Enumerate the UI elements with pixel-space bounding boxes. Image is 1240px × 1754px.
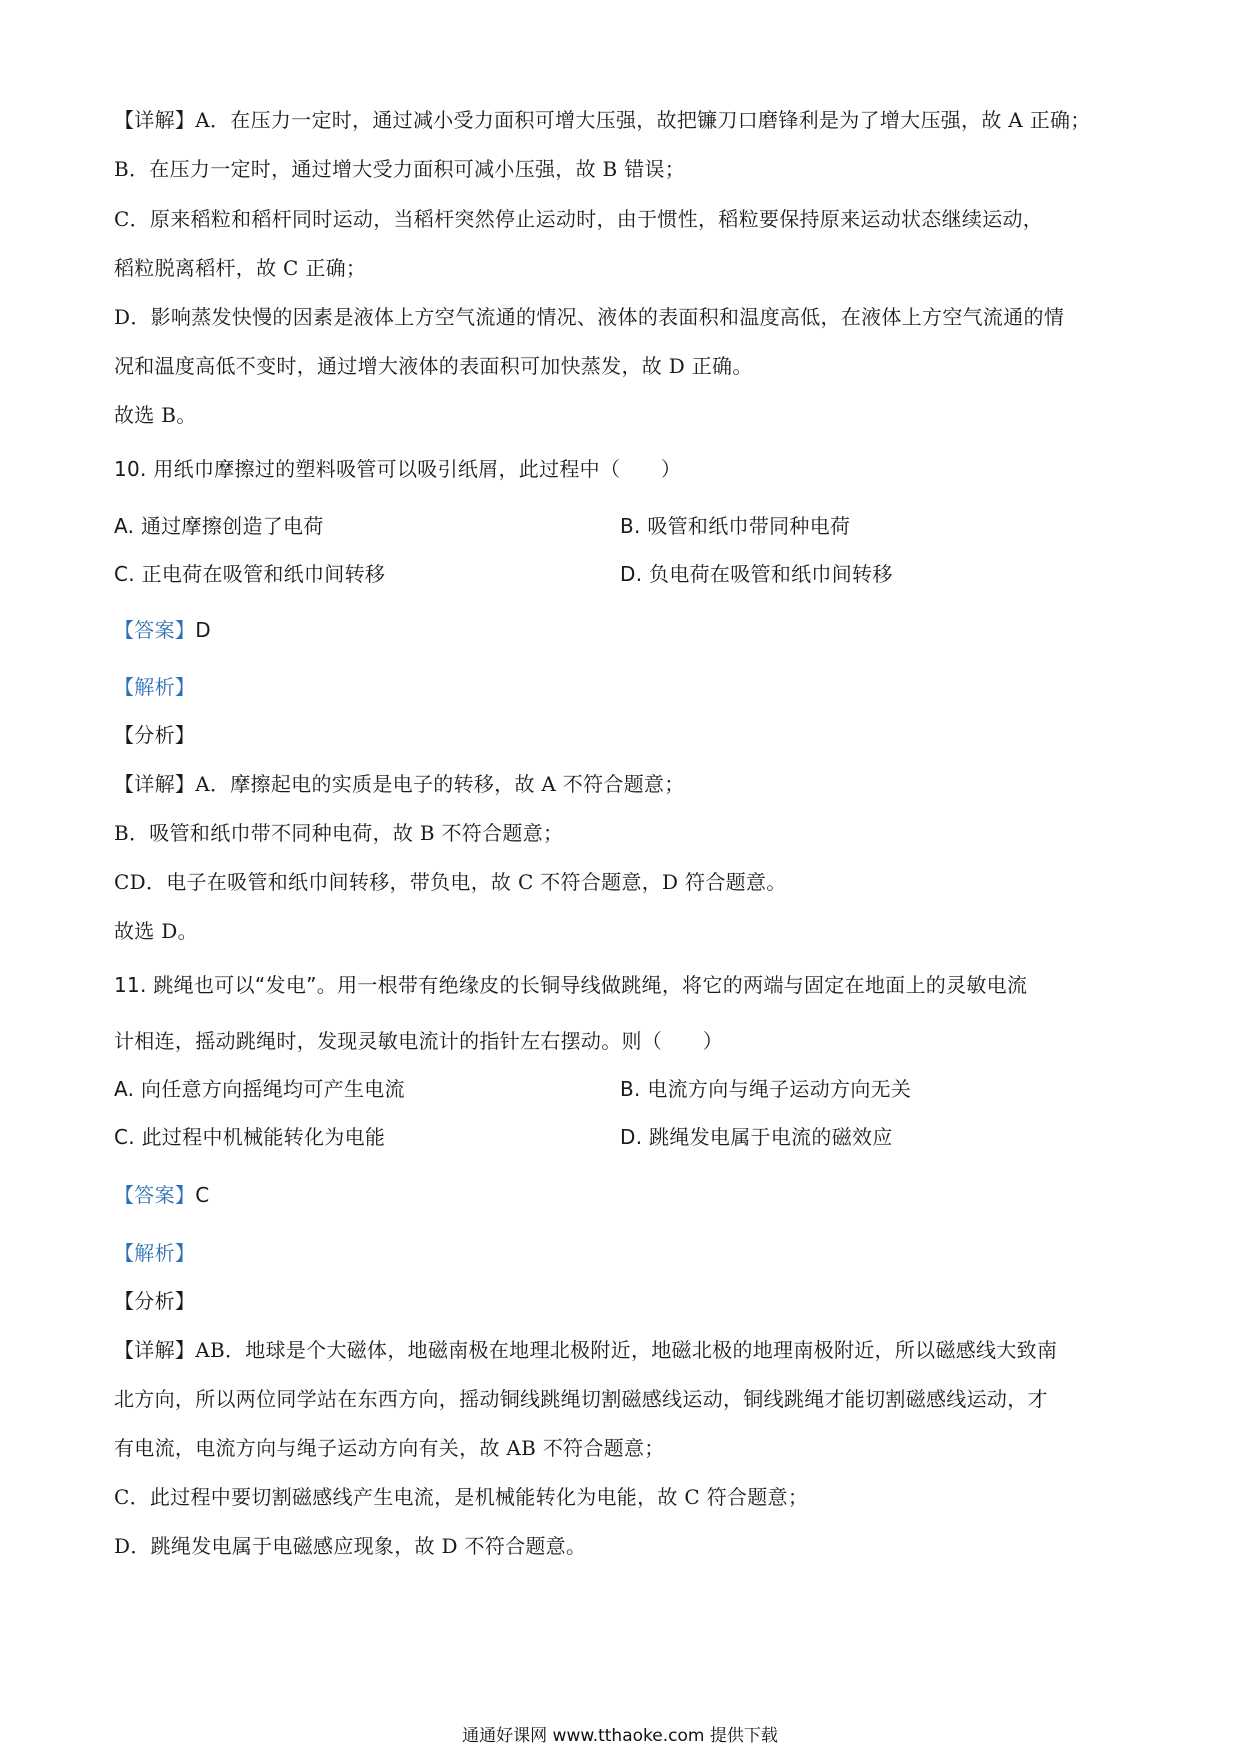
- q9-detail-d: D．影响蒸发快慢的因素是液体上方空气流通的情况、液体的表面积和温度高低，在液体上方空气流通的情: [114, 305, 1065, 329]
- q11-detail-ab-cont2: 有电流，电流方向与绳子运动方向有关，故 AB 不符合题意；: [114, 1436, 665, 1460]
- answer-tag: 【答案】: [114, 1183, 196, 1207]
- q10-option-a: A. 通过摩擦创造了电荷: [114, 514, 324, 538]
- answer-value: D: [195, 618, 211, 642]
- q9-detail-a: 【详解】A．在压力一定时，通过减小受力面积可增大压强，故把镰刀口磨锋利是为了增大压强，故 A 正确；: [114, 108, 1091, 132]
- q11-detail-ab-cont1: 北方向，所以两位同学站在东西方向，摇动铜线跳绳切割磁感线运动，铜线跳绳才能切割磁感线运动，才: [114, 1387, 1048, 1411]
- answer-tag: 【答案】: [114, 618, 196, 642]
- q10-detail-cd: CD．电子在吸管和纸巾间转移，带负电，故 C 不符合题意，D 符合题意。: [114, 870, 787, 894]
- q10-fenxi-tag: 【分析】: [114, 723, 196, 747]
- q11-stem-line1: 11. 跳绳也可以“发电”。用一根带有绝缘皮的长铜导线做跳绳，将它的两端与固定在地面上的灵敏电流: [114, 973, 1028, 997]
- q10-option-d: D. 负电荷在吸管和纸巾间转移: [620, 562, 893, 586]
- q11-detail-d: D．跳绳发电属于电磁感应现象，故 D 不符合题意。: [114, 1534, 587, 1558]
- q11-answer: [114, 1182, 209, 1208]
- q9-detail-b: B．在压力一定时，通过增大受力面积可减小压强，故 B 错误；: [114, 157, 686, 181]
- q11-fenxi-tag: 【分析】: [114, 1289, 196, 1313]
- q9-detail-c: C．原来稻粒和稻杆同时运动，当稻杆突然停止运动时，由于惯性，稻粒要保持原来运动状态继续运动，: [114, 207, 1044, 231]
- q11-option-a: A. 向任意方向摇绳均可产生电流: [114, 1077, 405, 1101]
- q11-stem-line2: 计相连，摇动跳绳时，发现灵敏电流计的指针左右摆动。则（ ）: [114, 1029, 723, 1053]
- q11-analysis-tag: 【解析】: [114, 1241, 196, 1265]
- q9-detail-c-cont: 稻粒脱离稻杆，故 C 正确；: [114, 256, 367, 280]
- q10-answer: [114, 617, 211, 643]
- q10-detail-a: 【详解】A．摩擦起电的实质是电子的转移，故 A 不符合题意；: [114, 772, 685, 796]
- q11-option-d: D. 跳绳发电属于电流的磁效应: [620, 1125, 893, 1149]
- q10-analysis-tag: 【解析】: [114, 675, 196, 699]
- q11-option-c: C. 此过程中机械能转化为电能: [114, 1125, 386, 1149]
- answer-value: C: [195, 1183, 210, 1207]
- q10-detail-b: B．吸管和纸巾带不同种电荷，故 B 不符合题意；: [114, 821, 564, 845]
- page-footer: 通通好课网 www.tthaoke.com 提供下载: [462, 1726, 778, 1746]
- q10-conclusion: 故选 D。: [114, 919, 198, 943]
- q9-detail-d-cont: 况和温度高低不变时，通过增大液体的表面积可加快蒸发，故 D 正确。: [114, 354, 753, 378]
- q11-detail-ab: 【详解】AB．地球是个大磁体，地磁南极在地理北极附近，地磁北极的地理南极附近，所以磁感线大致南: [114, 1338, 1058, 1362]
- q9-conclusion: 故选 B。: [114, 403, 197, 427]
- q10-stem: 10. 用纸巾摩擦过的塑料吸管可以吸引纸屑，此过程中（ ）: [114, 457, 682, 481]
- q11-option-b: B. 电流方向与绳子运动方向无关: [620, 1077, 912, 1101]
- q11-detail-c: C．此过程中要切割磁感线产生电流，是机械能转化为电能，故 C 符合题意；: [114, 1485, 809, 1509]
- q10-option-c: C. 正电荷在吸管和纸巾间转移: [114, 562, 386, 586]
- q10-option-b: B. 吸管和纸巾带同种电荷: [620, 514, 851, 538]
